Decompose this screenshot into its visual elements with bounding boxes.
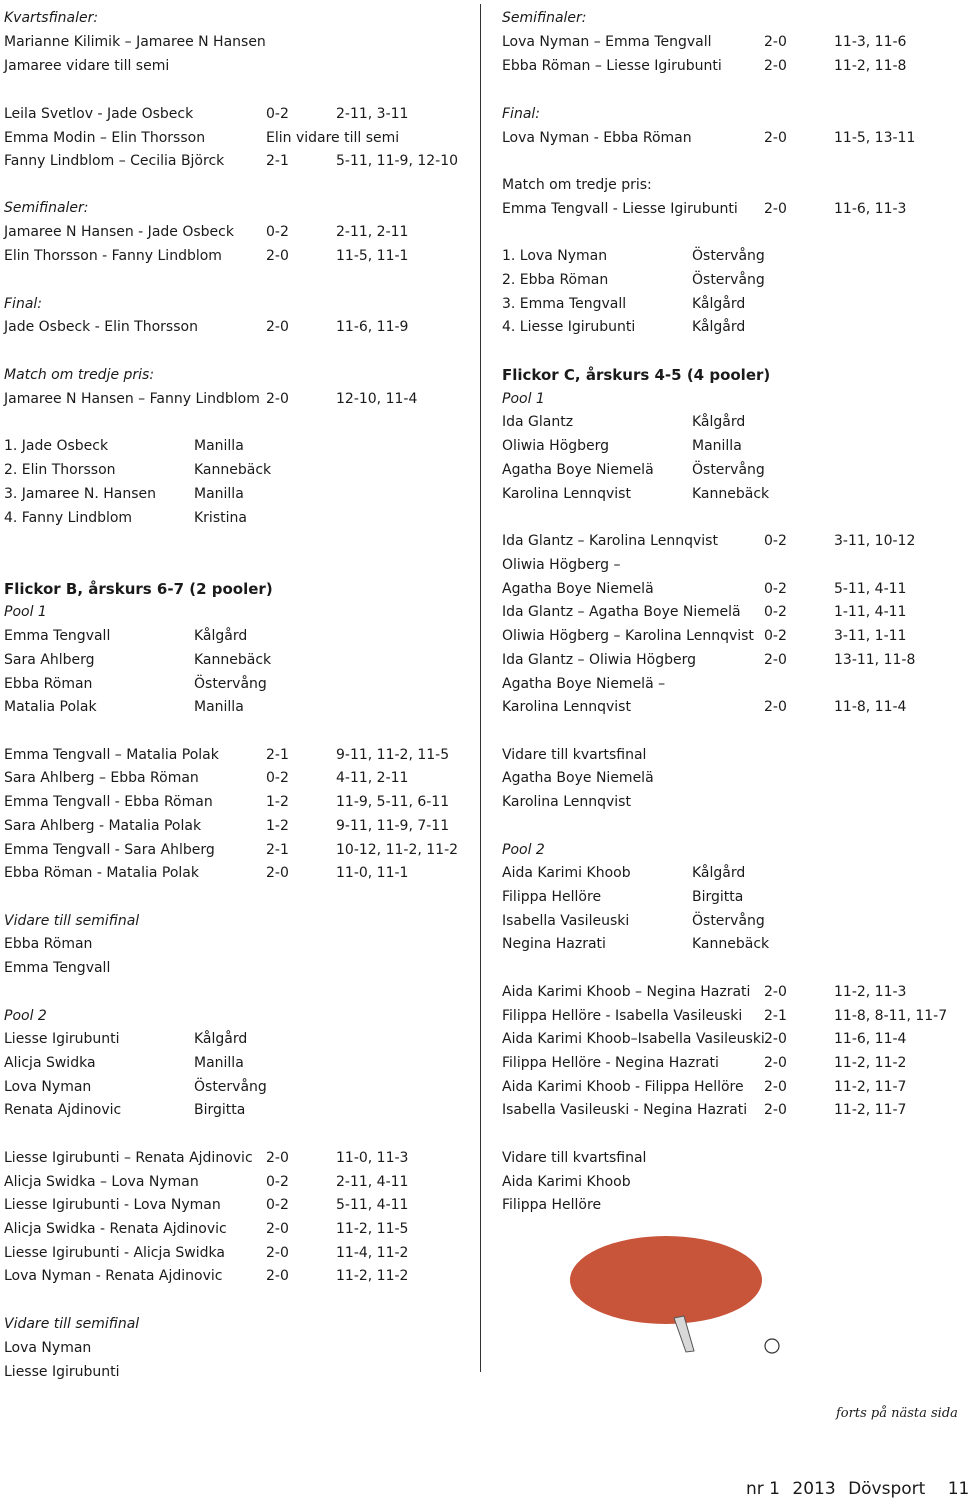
cell-name: Lova Nyman – Emma Tengvall xyxy=(502,34,712,50)
cell-name: 2. Ebba Röman xyxy=(502,272,609,288)
cell-result: 1-2 xyxy=(266,794,289,810)
cell-name: Isabella Vasileuski - Negina Hazrati xyxy=(502,1102,748,1118)
paddle-blade xyxy=(570,1236,762,1324)
cell-result: 2-0 xyxy=(764,1055,787,1071)
cell-result: 2-0 xyxy=(266,391,289,407)
cell-name: Ebba Röman xyxy=(4,936,93,952)
cell-name: Aida Karimi Khoob xyxy=(502,1174,631,1190)
cell-scores: 11-2, 11-3 xyxy=(834,984,907,1000)
cell-name: Alicja Swidka – Lova Nyman xyxy=(4,1174,199,1190)
cell-result: Kålgård xyxy=(692,296,746,312)
cell-scores: 11-6, 11-9 xyxy=(336,319,409,335)
magazine-name: Dövsport xyxy=(848,1479,926,1499)
cell-name: Alicja Swidka - Renata Ajdinovic xyxy=(4,1221,227,1237)
cell-name: Ida Glantz – Oliwia Högberg xyxy=(502,652,697,668)
cell-result: Östervång xyxy=(692,272,765,288)
cell-scores: 4-11, 2-11 xyxy=(336,770,409,786)
cell-result: 2-0 xyxy=(764,1079,787,1095)
cell-name: Oliwia Högberg – xyxy=(502,557,621,573)
cell-result: 0-2 xyxy=(266,1174,289,1190)
cell-name: Jamaree vidare till semi xyxy=(4,58,170,74)
cell-result: 0-2 xyxy=(764,581,787,597)
cell-scores: 11-5, 11-1 xyxy=(336,248,409,264)
cell-name: Aida Karimi Khoob–Isabella Vasileuski xyxy=(502,1031,765,1047)
cell-name: Leila Svetlov - Jade Osbeck xyxy=(4,106,194,122)
cell-name: Ebba Röman xyxy=(4,676,93,692)
ball xyxy=(765,1339,779,1353)
cell-result: Kannebäck xyxy=(194,462,272,478)
cell-name: Marianne Kilimik – Jamaree N Hansen xyxy=(4,34,266,50)
cell-result: 0-2 xyxy=(266,106,289,122)
cell-name: Oliwia Högberg xyxy=(502,438,610,454)
cell-scores: 13-11, 11-8 xyxy=(834,652,916,668)
cell-name: Isabella Vasileuski xyxy=(502,913,630,929)
issue-year: 2013 xyxy=(792,1479,836,1499)
cell-name: Filippa Hellöre - Isabella Vasileuski xyxy=(502,1008,743,1024)
cell-scores: 5-11, 11-9, 12-10 xyxy=(336,153,459,169)
cell-name: Ida Glantz xyxy=(502,414,574,430)
cell-result: 2-1 xyxy=(764,1008,787,1024)
cell-name: Ida Glantz – Karolina Lennqvist xyxy=(502,533,718,549)
cell-name: Karolina Lennqvist xyxy=(502,699,631,715)
cell-result: Kannebäck xyxy=(692,486,770,502)
cell-name: Lova Nyman xyxy=(4,1340,92,1356)
cell-name: Jade Osbeck - Elin Thorsson xyxy=(4,319,198,335)
cell-result: 2-0 xyxy=(266,319,289,335)
cell-result: 2-0 xyxy=(266,865,289,881)
cell-name: Oliwia Högberg – Karolina Lennqvist xyxy=(502,628,754,644)
cell-name: Final: xyxy=(4,296,43,312)
cell-result: Östervång xyxy=(692,462,765,478)
cell-name: 4. Fanny Lindblom xyxy=(4,510,133,526)
cell-name: Emma Tengvall - Ebba Röman xyxy=(4,794,213,810)
cell-result: 2-0 xyxy=(764,699,787,715)
cell-name: Flickor C, årskurs 4-5 (4 pooler) xyxy=(502,366,771,384)
cell-scores: 2-11, 3-11 xyxy=(336,106,409,122)
cell-scores: 5-11, 4-11 xyxy=(834,581,907,597)
cell-name: Pool 1 xyxy=(4,604,47,620)
cell-result: 2-0 xyxy=(266,1245,289,1261)
cell-result: Östervång xyxy=(692,248,765,264)
cell-result: Manilla xyxy=(194,486,244,502)
cell-result: 2-0 xyxy=(764,58,787,74)
cell-name: Emma Tengvall – Matalia Polak xyxy=(4,747,219,763)
cell-name: Ida Glantz – Agatha Boye Niemelä xyxy=(502,604,741,620)
cell-name: Filippa Hellöre - Negina Hazrati xyxy=(502,1055,719,1071)
cell-result: 2-0 xyxy=(764,130,787,146)
cell-name: Karolina Lennqvist xyxy=(502,794,631,810)
cell-name: Agatha Boye Niemelä xyxy=(502,581,654,597)
cell-result: Manilla xyxy=(194,1055,244,1071)
cell-result: Östervång xyxy=(194,676,267,692)
cell-result: Manilla xyxy=(692,438,742,454)
cell-result: Manilla xyxy=(194,699,244,715)
cell-result: 0-2 xyxy=(266,770,289,786)
column-divider xyxy=(480,4,481,1372)
cell-name: 3. Emma Tengvall xyxy=(502,296,627,312)
cell-scores: 11-2, 11-5 xyxy=(336,1221,409,1237)
cell-scores: 9-11, 11-9, 7-11 xyxy=(336,818,450,834)
cell-result: 0-2 xyxy=(764,604,787,620)
cell-name: Pool 2 xyxy=(502,842,545,858)
cell-name: Aida Karimi Khoob – Negina Hazrati xyxy=(502,984,751,1000)
cell-scores: 5-11, 4-11 xyxy=(336,1197,409,1213)
cell-name: Alicja Swidka xyxy=(4,1055,96,1071)
cell-scores: 11-0, 11-1 xyxy=(336,865,409,881)
cell-result: 2-0 xyxy=(266,1268,289,1284)
cell-name: 1. Jade Osbeck xyxy=(4,438,109,454)
cell-result: 2-0 xyxy=(266,1221,289,1237)
table-tennis-paddle-icon xyxy=(566,1230,786,1360)
cell-name: Vidare till kvartsfinal xyxy=(502,747,647,763)
cell-name: Sara Ahlberg – Ebba Röman xyxy=(4,770,199,786)
cell-name: Emma Tengvall - Liesse Igirubunti xyxy=(502,201,738,217)
cell-result: 2-0 xyxy=(764,1031,787,1047)
cell-name: Pool 2 xyxy=(4,1008,47,1024)
cell-result: Östervång xyxy=(194,1079,267,1095)
cell-name: Fanny Lindblom – Cecilia Björck xyxy=(4,153,225,169)
cell-scores: 11-6, 11-4 xyxy=(834,1031,907,1047)
cell-result: 2-0 xyxy=(764,1102,787,1118)
cell-result: 1-2 xyxy=(266,818,289,834)
cell-scores: 1-11, 4-11 xyxy=(834,604,907,620)
page-number: 11 xyxy=(947,1479,970,1499)
cell-name: Elin Thorsson - Fanny Lindblom xyxy=(4,248,222,264)
cell-name: Semifinaler: xyxy=(4,200,89,216)
cell-name: Match om tredje pris: xyxy=(502,177,652,193)
cell-scores: 11-9, 5-11, 6-11 xyxy=(336,794,450,810)
cell-result: 2-0 xyxy=(764,201,787,217)
cell-result: 2-0 xyxy=(266,248,289,264)
cell-result: 2-1 xyxy=(266,747,289,763)
cell-scores: 11-2, 11-7 xyxy=(834,1102,907,1118)
cell-name: Agatha Boye Niemelä xyxy=(502,462,654,478)
cell-result: Kålgård xyxy=(692,414,746,430)
cell-name: Liesse Igirubunti – Renata Ajdinovic xyxy=(4,1150,253,1166)
cell-scores: 11-2, 11-2 xyxy=(336,1268,409,1284)
cell-name: Vidare till semifinal xyxy=(4,913,140,929)
cell-scores: 11-0, 11-3 xyxy=(336,1150,409,1166)
cell-scores: 11-8, 8-11, 11-7 xyxy=(834,1008,948,1024)
cell-name: Vidare till semifinal xyxy=(4,1316,140,1332)
cell-name: Emma Modin – Elin Thorsson xyxy=(4,130,206,146)
cell-result: 2-0 xyxy=(764,652,787,668)
cell-result: 0-2 xyxy=(764,533,787,549)
cell-result: Kannebäck xyxy=(194,652,272,668)
cell-name: Emma Tengvall xyxy=(4,628,111,644)
cell-name: Matalia Polak xyxy=(4,699,97,715)
cell-result: Kristina xyxy=(194,510,247,526)
cell-name: Renata Ajdinovic xyxy=(4,1102,122,1118)
cell-name: Aida Karimi Khoob - Filippa Hellöre xyxy=(502,1079,744,1095)
cell-name: Negina Hazrati xyxy=(502,936,606,952)
cell-name: Emma Tengvall xyxy=(4,960,111,976)
cell-name: 3. Jamaree N. Hansen xyxy=(4,486,156,502)
cell-scores: 11-5, 13-11 xyxy=(834,130,916,146)
cell-scores: 2-11, 2-11 xyxy=(336,224,409,240)
cell-name: Sara Ahlberg - Matalia Polak xyxy=(4,818,202,834)
cell-name: Agatha Boye Niemelä – xyxy=(502,676,666,692)
cell-name: Liesse Igirubunti - Lova Nyman xyxy=(4,1197,221,1213)
cell-name: Vidare till kvartsfinal xyxy=(502,1150,647,1166)
cell-name: Filippa Hellöre xyxy=(502,889,602,905)
cell-name: 1. Lova Nyman xyxy=(502,248,608,264)
cell-result: 0-2 xyxy=(266,1197,289,1213)
cell-name: Pool 1 xyxy=(502,391,545,407)
cell-result: Birgitta xyxy=(194,1102,246,1118)
cell-result: Kålgård xyxy=(692,319,746,335)
cell-scores: 11-2, 11-8 xyxy=(834,58,907,74)
cell-result: 2-1 xyxy=(266,153,289,169)
cell-name: Agatha Boye Niemelä xyxy=(502,770,654,786)
cell-scores: 3-11, 1-11 xyxy=(834,628,907,644)
cell-result: 2-0 xyxy=(266,1150,289,1166)
cell-name: 2. Elin Thorsson xyxy=(4,462,116,478)
cell-name: Liesse Igirubunti xyxy=(4,1031,120,1047)
cell-result: Östervång xyxy=(692,913,765,929)
cell-result: Kålgård xyxy=(194,628,248,644)
cell-name: Jamaree N Hansen – Fanny Lindblom xyxy=(4,391,260,407)
cell-result: 2-1 xyxy=(266,842,289,858)
cell-result: 2-0 xyxy=(764,984,787,1000)
cell-name: Kvartsfinaler: xyxy=(4,10,99,26)
cell-scores: 11-3, 11-6 xyxy=(834,34,907,50)
continued-note: forts på nästa sida xyxy=(836,1406,958,1421)
cell-result: 2-0 xyxy=(764,34,787,50)
cell-result: Manilla xyxy=(194,438,244,454)
cell-name: 4. Liesse Igirubunti xyxy=(502,319,636,335)
cell-name: Aida Karimi Khoob xyxy=(502,865,631,881)
cell-name: Lova Nyman - Ebba Röman xyxy=(502,130,692,146)
cell-scores: 11-8, 11-4 xyxy=(834,699,907,715)
cell-name: Jamaree N Hansen - Jade Osbeck xyxy=(4,224,234,240)
cell-name: Liesse Igirubunti xyxy=(4,1364,120,1380)
cell-name: Semifinaler: xyxy=(502,10,587,26)
cell-result: Kålgård xyxy=(194,1031,248,1047)
cell-result: Elin vidare till semi xyxy=(266,130,400,146)
cell-name: Flickor B, årskurs 6-7 (2 pooler) xyxy=(4,580,273,598)
cell-scores: 2-11, 4-11 xyxy=(336,1174,409,1190)
cell-scores: 11-2, 11-2 xyxy=(834,1055,907,1071)
cell-scores: 12-10, 11-4 xyxy=(336,391,418,407)
cell-scores: 11-4, 11-2 xyxy=(336,1245,409,1261)
cell-result: Birgitta xyxy=(692,889,744,905)
cell-result: Kålgård xyxy=(692,865,746,881)
cell-name: Sara Ahlberg xyxy=(4,652,95,668)
cell-name: Ebba Röman - Matalia Polak xyxy=(4,865,199,881)
cell-result: 0-2 xyxy=(764,628,787,644)
cell-name: Lova Nyman - Renata Ajdinovic xyxy=(4,1268,223,1284)
cell-name: Liesse Igirubunti - Alicja Swidka xyxy=(4,1245,225,1261)
cell-name: Filippa Hellöre xyxy=(502,1197,602,1213)
cell-name: Emma Tengvall - Sara Ahlberg xyxy=(4,842,215,858)
cell-name: Karolina Lennqvist xyxy=(502,486,631,502)
cell-scores: 11-6, 11-3 xyxy=(834,201,907,217)
page-footer xyxy=(746,1479,976,1499)
cell-name: Match om tredje pris: xyxy=(4,367,155,383)
issue-number: nr 1 xyxy=(746,1479,780,1499)
cell-scores: 9-11, 11-2, 11-5 xyxy=(336,747,450,763)
cell-name: Lova Nyman xyxy=(4,1079,92,1095)
cell-scores: 11-2, 11-7 xyxy=(834,1079,907,1095)
cell-result: Kannebäck xyxy=(692,936,770,952)
cell-name: Ebba Röman – Liesse Igirubunti xyxy=(502,58,722,74)
cell-scores: 3-11, 10-12 xyxy=(834,533,916,549)
cell-name: Final: xyxy=(502,106,541,122)
cell-result: 0-2 xyxy=(266,224,289,240)
cell-scores: 10-12, 11-2, 11-2 xyxy=(336,842,459,858)
